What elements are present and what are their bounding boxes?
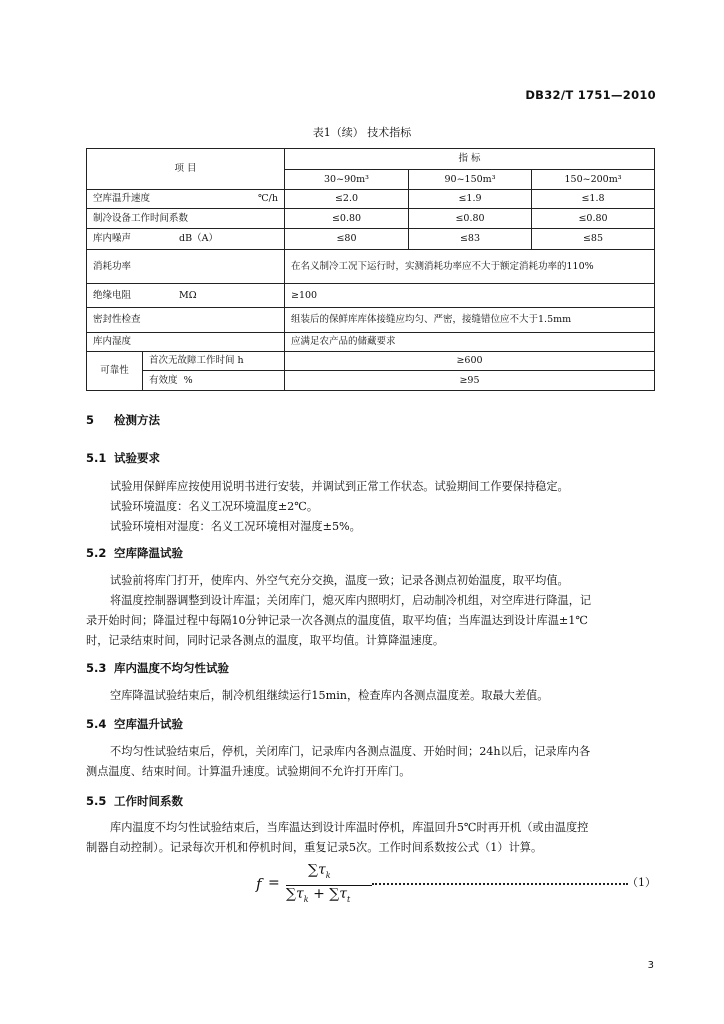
row-unit: dB（A） — [179, 233, 218, 245]
formula-numerator — [308, 862, 331, 880]
reliability-label: 可靠性 — [87, 352, 143, 391]
row-value: ≤80 — [285, 229, 409, 250]
row-item: 库内湿度 — [87, 333, 285, 352]
table-row — [87, 209, 655, 229]
row-item: 制冷设备工作时间系数 — [87, 209, 285, 229]
subscript-t: t — [347, 894, 351, 904]
row-item: 首次无故障工作时间 — [149, 355, 235, 367]
spec-table — [86, 148, 655, 391]
sum-symbol: ∑ — [286, 886, 296, 902]
header-item: 项 目 — [87, 149, 285, 190]
standard-code: DB32/T 1751—2010 — [525, 88, 656, 102]
formula-lhs: f — [256, 875, 262, 893]
row-item: 空库温升速度 — [93, 193, 151, 205]
section-5-3-heading: 5.3 库内温度不均匀性试验 — [86, 661, 229, 675]
page-number: 3 — [647, 960, 654, 971]
header-indicator: 指 标 — [285, 149, 655, 170]
row-value: ≤83 — [409, 229, 532, 250]
formula-number: （1） — [627, 876, 656, 889]
formula-denominator — [286, 886, 350, 904]
sum-symbol: ∑ — [308, 862, 318, 878]
row-item: 消耗功率 — [87, 250, 285, 284]
tau-symbol: τ — [318, 862, 326, 878]
row-unit: ℃/h — [258, 193, 278, 205]
section-5-4-heading: 5.4 空库温升试验 — [86, 717, 183, 731]
table-caption: 表1（续） 技术指标 — [312, 126, 412, 139]
header-range-1: 30~90m³ — [285, 170, 409, 190]
section-5-1-heading: 5.1 试验要求 — [86, 451, 160, 465]
tau-symbol: τ — [296, 886, 304, 902]
row-merged-value: ≥100 — [285, 284, 655, 308]
row-value: ≤1.9 — [409, 190, 532, 209]
tau-symbol: τ — [339, 886, 347, 902]
row-item: 密封性检查 — [87, 308, 285, 333]
section-5-2-body: 试验前将库门打开，使库内、外空气充分交换，温度一致；记录各测点初始温度，取平均值。 将温度控制器调整到设计库温；关闭库门，熄灭库内照明灯，启动制冷机组，对空库进行降温，记 录开始时间；降温过程中每隔10分钟记录一次各测点的温度值，取平均值；当库温达到设计库温±1℃ 时，记录结束时间，同时记录各测点的温度，取平均值。计算降温速度。 — [86, 574, 592, 647]
row-unit: % — [183, 374, 193, 386]
section-5-1-body: 试验用保鲜库应按使用说明书进行安装，并调试到正常工作状态。试验期间工作要保持稳定。 试验环境温度：名义工况环境温度±2℃。 试验环境相对湿度：名义工况环境相对湿度±5%。 — [110, 480, 569, 533]
header-range-3: 150~200m³ — [532, 170, 655, 190]
section-5-heading: 5 检测方法 — [86, 413, 160, 427]
table-row — [87, 190, 655, 209]
sum-symbol: ∑ — [329, 886, 340, 902]
section-5-3-body: 空库降温试验结束后，制冷机组继续运行15min，检查库内各测点温度差。取最大差值。 — [110, 689, 549, 702]
row-unit: h — [237, 355, 244, 367]
row-item: 绝缘电阻 — [93, 289, 132, 301]
table-row — [87, 284, 655, 308]
row-value: ≤0.80 — [409, 209, 532, 229]
formula-equals: = — [268, 875, 280, 891]
row-value: ≤2.0 — [285, 190, 409, 209]
row-merged-value: ≥600 — [285, 352, 655, 371]
row-merged-value: 应满足农产品的储藏要求 — [285, 333, 655, 352]
section-5-5-heading: 5.5 工作时间系数 — [86, 794, 183, 808]
row-item: 库内噪声 — [93, 233, 132, 245]
table-row — [87, 250, 655, 284]
row-item: 有效度 — [149, 374, 178, 386]
table-row — [87, 352, 655, 371]
row-value: ≤0.80 — [285, 209, 409, 229]
header-range-2: 90~150m³ — [409, 170, 532, 190]
table-row — [87, 308, 655, 333]
row-value: ≤0.80 — [532, 209, 655, 229]
row-value: ≤85 — [532, 229, 655, 250]
section-5-5-body: 库内温度不均匀性试验结束后，当库温达到设计库温时停机，库温回升5℃时再开机（或由温度控 制器自动控制）。记录每次开机和停机时间，重复记录5次。工作时间系数按公式（1）计算。 — [86, 821, 589, 854]
section-5-2-heading: 5.2 空库降温试验 — [86, 546, 183, 560]
table-row — [87, 229, 655, 250]
subscript-k: k — [303, 894, 309, 904]
leader-dots — [372, 883, 628, 885]
section-5-4-body: 不均匀性试验结束后，停机，关闭库门，记录库内各测点温度、开始时间；24h以后，记录库内各 测点温度、结束时间。计算温升速度。试验期间不允许打开库门。 — [86, 745, 591, 778]
row-merged-value: 在名义制冷工况下运行时，实测消耗功率应不大于额定消耗功率的110% — [285, 250, 655, 284]
row-merged-value: 组装后的保鲜库库体接缝应均匀、严密，接缝错位应不大于1.5mm — [285, 308, 655, 333]
plus-symbol: + — [313, 886, 325, 902]
subscript-k: k — [325, 870, 331, 880]
row-value: ≤1.8 — [532, 190, 655, 209]
row-unit: MΩ — [179, 289, 197, 301]
row-merged-value: ≥95 — [285, 371, 655, 391]
table-row — [87, 333, 655, 352]
table-row — [87, 371, 655, 391]
formula-1 — [256, 864, 656, 908]
